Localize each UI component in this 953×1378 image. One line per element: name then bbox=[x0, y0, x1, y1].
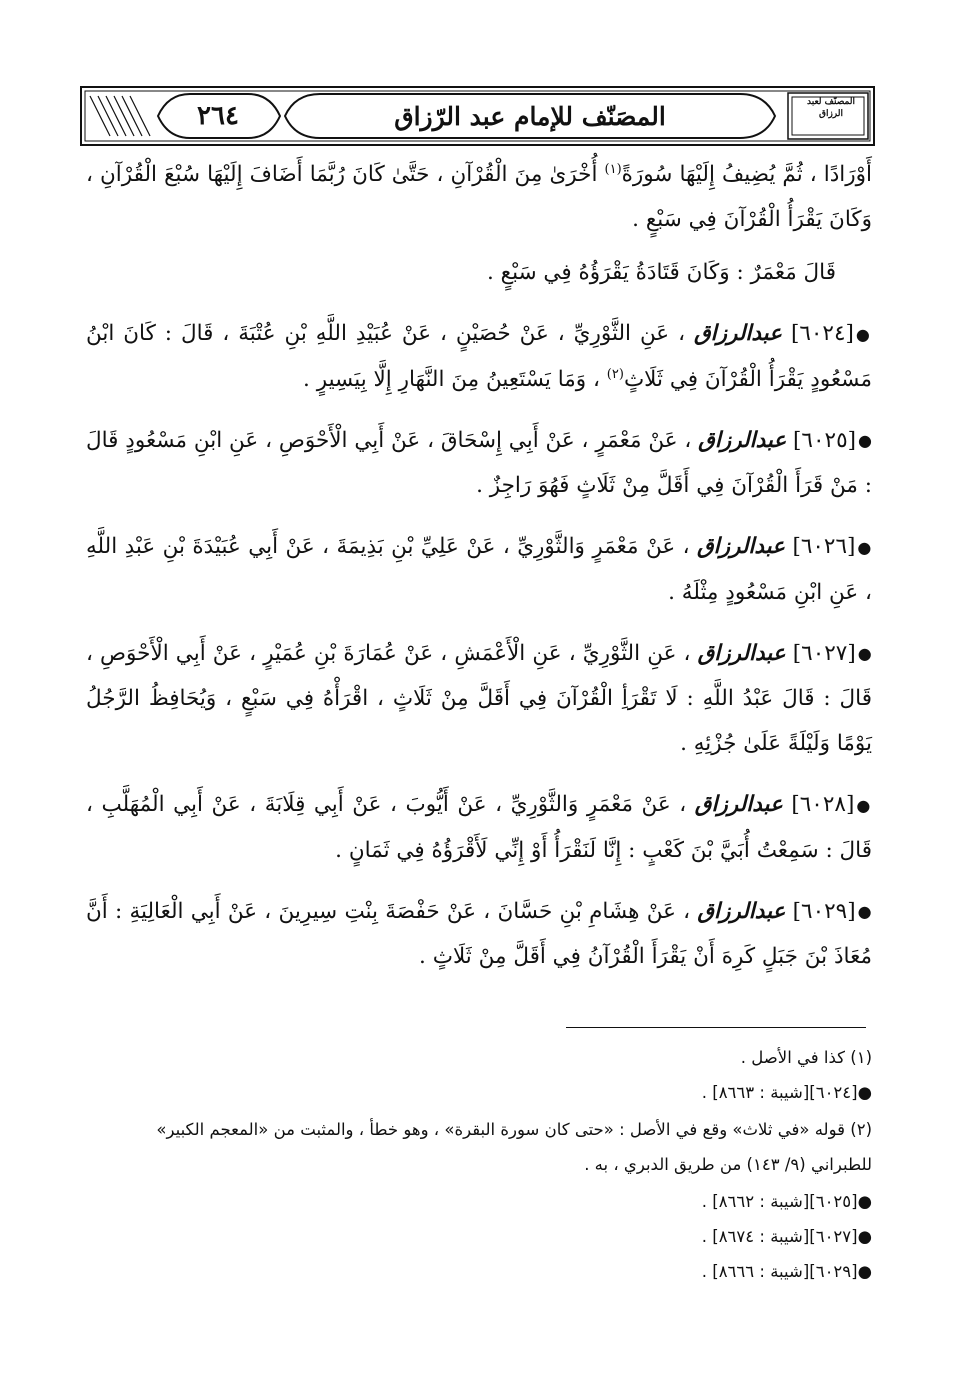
hadith-number: [٦٠٢٦] bbox=[792, 534, 856, 559]
bullet-icon: ● bbox=[858, 431, 872, 450]
book-emblem: المصنّف لعبد الرزاق bbox=[807, 97, 855, 119]
hadith-6025: ●[٦٠٢٥] عبدالرزاق ، عَنْ مَعْمَرٍ ، عَنْ أَبِي إِسْحَاقَ ، عَنْ أَبِي الْأَحْوَصِ ، عَنِ ابْنِ مَسْعُودٍ قَالَ : مَنْ قَرَأَ الْقُرْآنَ فِي أَقَلَّ مِنْ ثَلَاثٍ فَهُوَ رَاجِزٌ . bbox=[86, 427, 872, 498]
paragraph-continuation: أَوْرَادًا ، ثُمَّ يُضِيفُ إِلَيْهَا سُورَةً$^{(١)}$ أُخْرَىٰ مِنَ الْقُرْآنِ ، حَتَّىٰ كَانَ رُبَّمَا أَضَافَ إِلَيْهَا سُبْعَ الْقُرْآنِ ، وَكَانَ يَقْرَأُ الْقُرْآنَ فِي سَبْعٍ . bbox=[86, 161, 873, 232]
narrator-name: عبدالرزاق bbox=[693, 321, 782, 346]
hadith-number: [٦٠٢٩] bbox=[792, 898, 856, 924]
page-number: ٢٦٤ bbox=[197, 101, 239, 131]
footnotes bbox=[86, 1042, 872, 1291]
hadith-number: [٦٠٢٤] bbox=[790, 321, 854, 346]
hadith-6028: ●[٦٠٢٨] عبدالرزاق ، عَنْ مَعْمَرٍ وَالثَّوْرِيِّ ، عَنْ أَيُّوبَ ، عَنْ أَبِي قِلَابَةَ ، عَنْ أَبِي الْمُهَلَّبِ ، قَالَ : سَمِعْتُ أُبَيَّ بْنَ كَعْبٍ : إِنَّا لَنَقْرَأُ أَوْ إِنِّي لَأَقْرَؤُهُ فِي ثَمَانٍ . bbox=[86, 792, 872, 863]
narrator-name: عبدالرزاق bbox=[698, 427, 787, 453]
bullet-icon: ● bbox=[857, 644, 872, 663]
bullet-icon: ● bbox=[857, 537, 872, 557]
running-title: المصَنّف للإمام عبد الرّزاق bbox=[394, 101, 666, 131]
footnote-2-continued: للطبراني (٩/ ١٤٣) من طريق الدبري ، به . bbox=[584, 1155, 872, 1174]
footnote-ref[interactable]: (٢) bbox=[606, 366, 624, 382]
paragraph-mamar: قَالَ مَعْمَرٌ : وَكَانَ قَتَادَةُ يَقْرَؤُهُ فِي سَبْعٍ . bbox=[486, 260, 836, 285]
source-note-6025: ●[٦٠٢٥][شيبة : ٨٦٦٢] . bbox=[701, 1192, 872, 1211]
hadith-6024: ●[٦٠٢٤] عبدالرزاق ، عَنِ الثَّوْرِيِّ ، عَنْ حُصَيْنٍ ، عَنْ عُبَيْدِ اللَّهِ بْنِ عُتْبَةَ ، قَالَ : كَانَ ابْنُ مَسْعُودٍ يَقْرَأُ الْقُرْآنَ فِي ثَلَاثٍ$^{(٢)}$ ، وَمَا يَسْتَعِينُ مِنَ النَّهَارِ إِلَّا بِيَسِيرٍ . bbox=[86, 321, 872, 392]
bullet-icon: ● bbox=[857, 902, 872, 921]
hadith-number: [٦٠٢٥] bbox=[793, 427, 857, 453]
narrator-name: عبدالرزاق bbox=[694, 792, 783, 817]
bullet-icon: ● bbox=[856, 795, 872, 815]
footnote-2: (٢) قوله «في ثلاث» وقع في الأصل : «حتى كان سورة البقرة» ، وهو خطأ ، والمثبت من «المعجم الكبير» bbox=[156, 1120, 872, 1139]
hadith-number: [٦٠٢٧] bbox=[792, 640, 856, 666]
source-note-6029: ●[٦٠٢٩][شيبة : ٨٦٦٦] . bbox=[701, 1262, 872, 1281]
footnote-separator bbox=[566, 1027, 866, 1028]
page-header bbox=[80, 86, 875, 146]
source-note-6024: ●[٦٠٢٤][شيبة : ٨٦٦٣] . bbox=[701, 1083, 872, 1102]
footnote-ref[interactable]: (١) bbox=[604, 161, 622, 177]
bullet-icon: ● bbox=[855, 324, 872, 344]
source-note-6027: ●[٦٠٢٧][شيبة : ٨٦٧٤] . bbox=[701, 1227, 872, 1246]
narrator-name: عبدالرزاق bbox=[697, 640, 786, 666]
hadith-6029: ●[٦٠٢٩] عبدالرزاق ، عَنْ هِشَامِ بْنِ حَسَّانَ ، عَنْ حَفْصَةَ بِنْتِ سِيرِينَ ، عَنْ أَبِي الْعَالِيَةِ : أَنَّ مُعَاذَ بْنَ جَبَلٍ كَرِهَ أَنْ يَقْرَأَ الْقُرْآنُ فِي أَقَلَّ مِنْ ثَلَاثٍ . bbox=[86, 898, 872, 969]
hadith-6027: ●[٦٠٢٧] عبدالرزاق ، عَنِ الثَّوْرِيِّ ، عَنِ الْأَعْمَشِ ، عَنْ عُمَارَةَ بْنِ عُمَيْرٍ ، عَنْ أَبِي الْأَحْوَصِ ، قَالَ : قَالَ عَبْدُ اللَّهِ : لَا تَقْرَأِ الْقُرْآنَ فِي أَقَلَّ مِنْ ثَلَاثٍ ، اقْرَأْهُ فِي سَبْعٍ ، وَيُحَافِظُ الرَّجُلُ يَوْمًا وَلَيْلَةً عَلَىٰ جُزْئِهِ . bbox=[86, 640, 872, 756]
hadith-6026: ●[٦٠٢٦] عبدالرزاق ، عَنْ مَعْمَرٍ وَالثَّوْرِيِّ ، عَنْ عَلِيِّ بْنِ بَذِيمَةَ ، عَنْ أَبِي عُبَيْدَةَ بْنِ عَبْدِ اللَّهِ ، عَنِ ابْنِ مَسْعُودٍ مِثْلَهُ . bbox=[86, 534, 872, 605]
narrator-name: عبدالرزاق bbox=[697, 898, 786, 924]
narrator-name: عبدالرزاق bbox=[696, 534, 785, 559]
hadith-number: [٦٠٢٨] bbox=[791, 792, 855, 817]
footnote-1: (١) كذا في الأصل . bbox=[740, 1048, 872, 1067]
main-text bbox=[86, 152, 872, 995]
